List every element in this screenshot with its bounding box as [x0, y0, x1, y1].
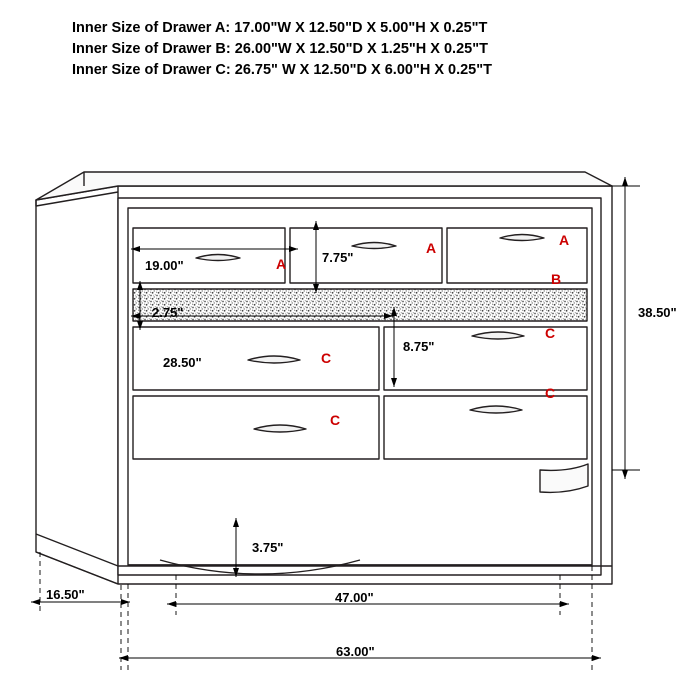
- dimension-label-inner-width: 47.00": [335, 590, 374, 605]
- drawer-tag-c-upper-right: C: [545, 325, 556, 341]
- dimension-label-depth: 16.50": [46, 587, 85, 602]
- drawer-tag-b: B: [551, 271, 562, 287]
- dimension-label-drawer-b-height: 2.75": [152, 305, 184, 320]
- drawer-tag-a-left: A: [276, 256, 287, 272]
- dimension-label-drawer-c-height: 8.75": [403, 339, 435, 354]
- spec-line-drawer-c: Inner Size of Drawer C: 26.75" W X 12.50"D X 6.00"H X 0.25"T: [72, 62, 492, 78]
- dimension-label-base-height: 3.75": [252, 540, 284, 555]
- drawer-tag-a-center: A: [426, 240, 437, 256]
- spec-line-drawer-a: Inner Size of Drawer A: 17.00"W X 12.50"D X 5.00"H X 0.25"T: [72, 20, 488, 36]
- drawer-tag-c-lower-left: C: [330, 412, 341, 428]
- dimension-label-total-height: 38.50": [638, 305, 677, 320]
- dimension-label-total-width: 63.00": [336, 644, 375, 659]
- drawer-tag-c-lower-right: C: [545, 385, 556, 401]
- dimension-label-drawer-a-width: 19.00": [145, 258, 184, 273]
- drawer-tag-a-right: A: [559, 232, 570, 248]
- drawer-tag-c-upper-left: C: [321, 350, 332, 366]
- dimension-label-drawer-a-height: 7.75": [322, 250, 354, 265]
- dimension-label-drawer-c-width: 28.50": [163, 355, 202, 370]
- spec-line-drawer-b: Inner Size of Drawer B: 26.00"W X 12.50"D X 1.25"H X 0.25"T: [72, 41, 488, 57]
